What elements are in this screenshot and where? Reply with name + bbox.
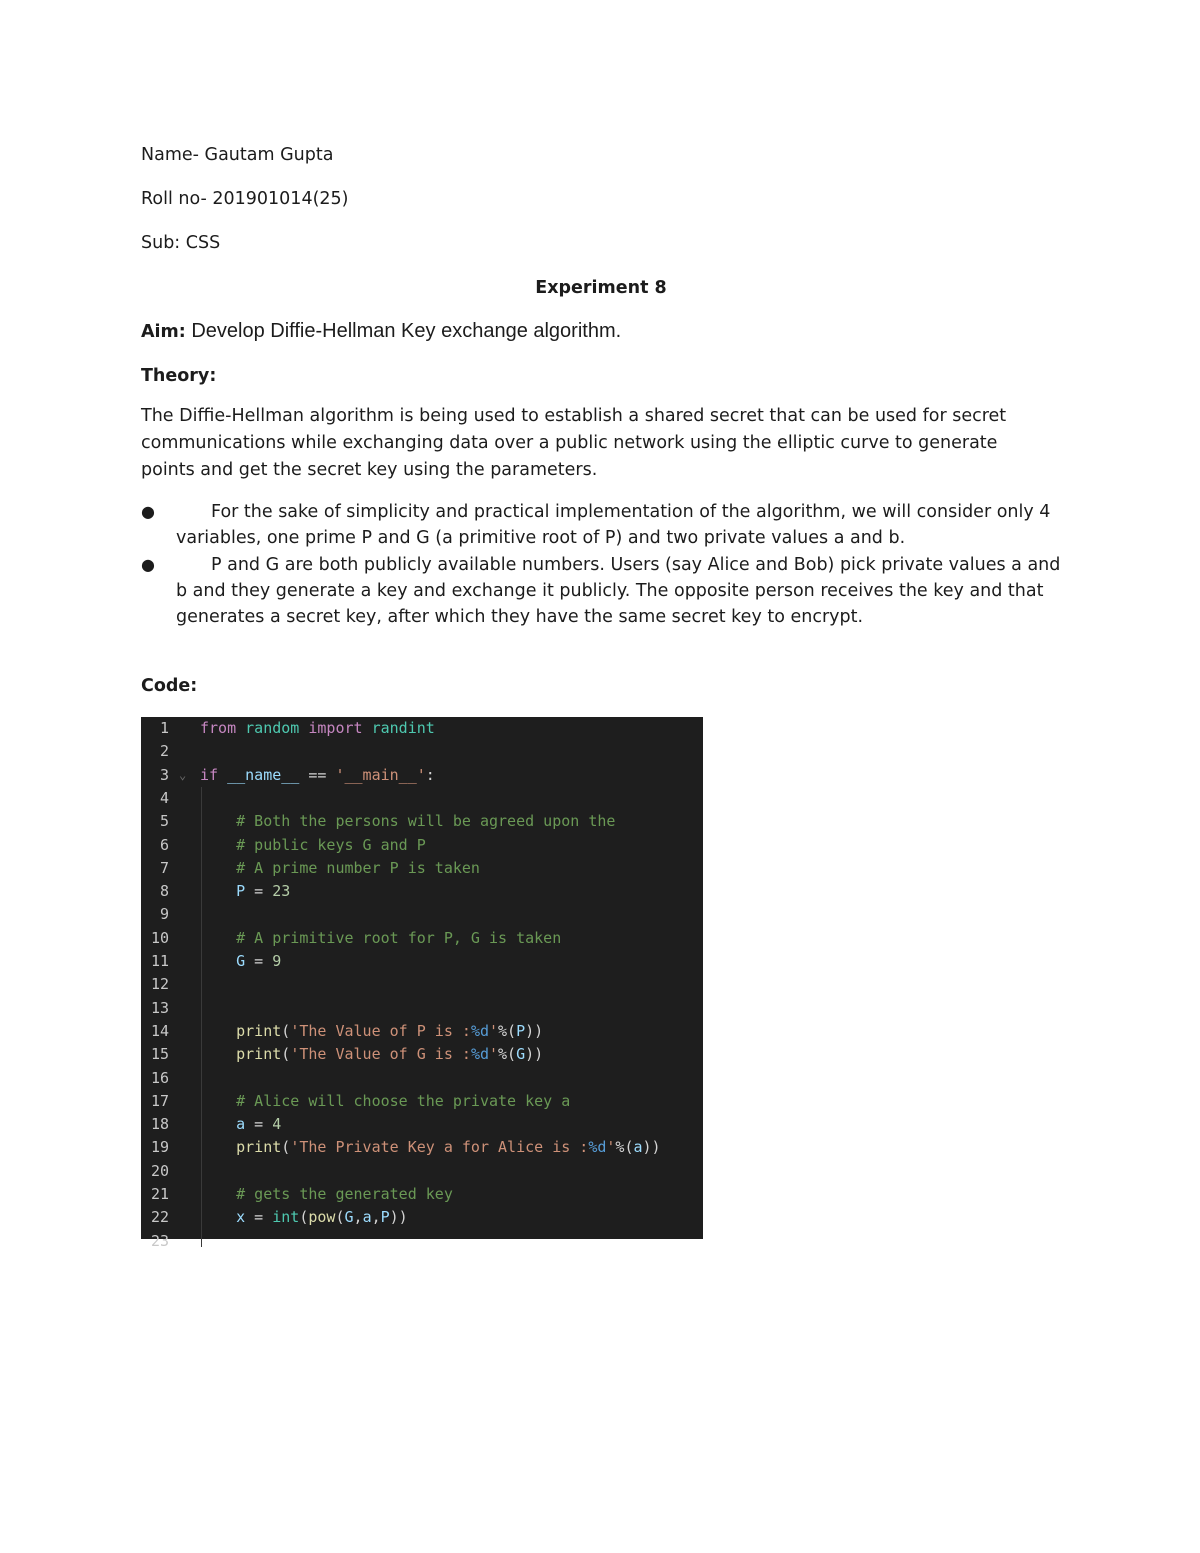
code-token: int xyxy=(272,1208,300,1227)
subject: Sub: CSS xyxy=(141,233,221,253)
code-token: P xyxy=(236,882,246,901)
code-text xyxy=(200,1090,570,1113)
code-text xyxy=(200,880,290,903)
line-number: 21 xyxy=(150,1185,169,1203)
line-number: 16 xyxy=(150,1068,169,1087)
code-token: 'The Private Key a for Alice is : xyxy=(290,1138,589,1157)
bullet-dot-icon: ● xyxy=(141,555,155,574)
code-token: == xyxy=(299,765,336,784)
line-number: 18 xyxy=(150,1115,169,1134)
line-number: 4 xyxy=(159,788,169,807)
line-number: 19 xyxy=(150,1138,169,1157)
fold-chevron-icon[interactable]: ⌄ xyxy=(179,767,187,782)
code-token xyxy=(200,1045,236,1063)
code-text xyxy=(200,1136,661,1159)
bullet-item xyxy=(141,552,1061,630)
code-token: 'The Value of G is : xyxy=(290,1045,471,1064)
code-token: 9 xyxy=(272,952,282,970)
code-line xyxy=(141,1160,703,1183)
theory-heading: Theory: xyxy=(141,366,217,386)
line-number: 12 xyxy=(150,975,169,994)
code-line xyxy=(141,1136,703,1159)
line-number: 8 xyxy=(159,882,169,901)
bullet-text: For the sake of simplicity and practical implementation of the algorithm, we will consider only 4 variables, one prime P and G (a primitive root of P) and two private values a and b. xyxy=(176,502,1051,548)
code-line xyxy=(141,927,703,950)
code-token xyxy=(200,1115,236,1133)
line-number: 13 xyxy=(150,998,169,1017)
code-token: # A prime number P is taken xyxy=(236,858,480,877)
code-token: x xyxy=(236,1208,246,1227)
code-token: print xyxy=(236,1045,282,1064)
code-line xyxy=(141,1183,703,1206)
roll-number: Roll no- 201901014(25) xyxy=(141,189,349,209)
bullet-item xyxy=(141,499,1061,551)
line-number: 23 xyxy=(150,1231,169,1250)
code-line xyxy=(141,764,703,787)
code-token: # A primitive root for P, G is taken xyxy=(236,928,562,947)
code-token: = xyxy=(245,1208,273,1227)
code-token: ( xyxy=(281,1138,291,1157)
code-token: randint xyxy=(371,719,435,737)
code-screenshot xyxy=(141,717,703,1250)
code-token: %( xyxy=(498,1021,517,1040)
code-token xyxy=(363,719,372,737)
line-number: 5 xyxy=(159,812,169,831)
code-text xyxy=(200,1206,408,1229)
line-number: 20 xyxy=(150,1161,169,1180)
line-number: 1 xyxy=(159,719,169,737)
code-line xyxy=(141,903,703,926)
student-name: Name- Gautam Gupta xyxy=(141,145,334,165)
experiment-title: Experiment 8 xyxy=(535,278,667,298)
line-number: 9 xyxy=(159,905,169,924)
code-token: ' xyxy=(606,1138,616,1157)
code-line xyxy=(141,973,703,996)
code-token: 4 xyxy=(272,1115,282,1134)
code-line xyxy=(141,997,703,1020)
code-token xyxy=(200,812,236,830)
code-token xyxy=(236,719,245,737)
line-number: 22 xyxy=(150,1208,169,1227)
code-line xyxy=(141,857,703,880)
line-number: 7 xyxy=(159,858,169,877)
code-token: = xyxy=(245,952,273,970)
code-line xyxy=(141,1043,703,1066)
code-text xyxy=(200,764,435,787)
code-token xyxy=(200,1138,236,1156)
code-line xyxy=(141,1090,703,1113)
code-token: %( xyxy=(498,1045,517,1064)
code-token: print xyxy=(236,1021,282,1040)
aim-text: Develop Diffie-Hellman Key exchange algorithm. xyxy=(185,320,622,342)
code-token: ' xyxy=(489,1021,499,1040)
line-number: 14 xyxy=(150,1021,169,1040)
aim xyxy=(141,320,621,343)
line-number: 15 xyxy=(150,1045,169,1064)
code-token: , xyxy=(353,1208,363,1227)
code-line xyxy=(141,950,703,973)
code-token: %d xyxy=(588,1138,607,1157)
code-token: , xyxy=(371,1208,381,1227)
code-token xyxy=(200,1185,236,1203)
code-text xyxy=(200,834,426,857)
code-token xyxy=(200,882,236,900)
code-text xyxy=(200,1020,543,1043)
code-line xyxy=(141,787,703,810)
code-token: # Alice will choose the private key a xyxy=(236,1091,571,1110)
code-token: %( xyxy=(615,1138,634,1157)
code-token: ( xyxy=(281,1021,291,1040)
code-token: # gets the generated key xyxy=(236,1185,453,1203)
code-line xyxy=(141,1230,703,1253)
code-line xyxy=(141,1067,703,1090)
code-token: pow xyxy=(308,1208,336,1227)
code-token xyxy=(200,1092,236,1110)
code-token: %d xyxy=(470,1021,489,1040)
code-token: a xyxy=(633,1138,643,1157)
code-token: )) xyxy=(642,1138,661,1157)
code-text xyxy=(200,857,480,880)
code-token xyxy=(218,766,227,784)
code-text xyxy=(200,717,435,740)
code-line xyxy=(141,880,703,903)
code-token xyxy=(200,859,236,877)
code-token: %d xyxy=(470,1045,489,1064)
code-token: ( xyxy=(281,1045,291,1064)
code-line xyxy=(141,1020,703,1043)
code-heading: Code: xyxy=(141,676,198,696)
code-token: random xyxy=(245,719,300,737)
code-token: )) xyxy=(525,1021,544,1040)
code-token: )) xyxy=(525,1045,544,1064)
code-token: : xyxy=(425,765,435,784)
code-line xyxy=(141,1206,703,1229)
line-number: 6 xyxy=(159,835,169,854)
code-token: G xyxy=(516,1045,526,1064)
code-token: P xyxy=(516,1021,526,1040)
code-text xyxy=(200,810,615,833)
code-token: ' xyxy=(489,1045,499,1064)
code-token: 23 xyxy=(272,882,291,901)
code-token xyxy=(200,929,236,947)
theory-paragraph: The Diffie-Hellman algorithm is being used to establish a shared secret that can be used for secret communications while exchanging data over a public network using the elliptic curve to generate points and get the secret key using the parameters. xyxy=(141,406,1007,480)
code-token: '__main__' xyxy=(335,765,426,784)
code-token: = xyxy=(245,882,273,901)
line-number: 3 xyxy=(159,765,169,784)
code-token: G xyxy=(344,1208,354,1227)
code-token: a xyxy=(236,1115,246,1134)
line-number: 10 xyxy=(150,928,169,947)
code-token xyxy=(200,1022,236,1040)
code-token: print xyxy=(236,1138,282,1157)
code-token: ( xyxy=(335,1208,345,1227)
code-token xyxy=(200,836,236,854)
code-token xyxy=(200,952,236,970)
code-token: if xyxy=(200,765,219,784)
aim-label: Aim: xyxy=(141,322,186,342)
code-token: __name__ xyxy=(227,765,300,784)
code-text xyxy=(200,1183,453,1206)
bullet-dot-icon: ● xyxy=(141,502,155,521)
code-token: = xyxy=(245,1115,273,1134)
line-number: 17 xyxy=(150,1091,169,1110)
code-line xyxy=(141,810,703,833)
code-text xyxy=(200,1113,281,1136)
code-token: # Both the persons will be agreed upon the xyxy=(236,812,616,831)
code-line xyxy=(141,717,703,740)
code-text xyxy=(200,950,281,973)
line-number: 2 xyxy=(159,742,169,761)
code-token: a xyxy=(362,1208,372,1227)
code-token: import xyxy=(308,719,363,737)
bullet-text: P and G are both publicly available numbers. Users (say Alice and Bob) pick private values a and b and they generate a key and exchange it publicly. The opposite person receives the key and that generates a secret key, after which they have the same secret key to encrypt. xyxy=(176,555,1061,627)
code-text xyxy=(200,1043,543,1066)
code-text xyxy=(200,927,561,950)
code-token: )) xyxy=(389,1208,408,1227)
code-line xyxy=(141,834,703,857)
code-token: G xyxy=(236,952,246,970)
code-token: # public keys G and P xyxy=(236,835,426,854)
code-token: ( xyxy=(299,1208,309,1227)
code-token: 'The Value of P is : xyxy=(290,1021,471,1040)
code-line xyxy=(141,740,703,763)
code-line xyxy=(141,1113,703,1136)
code-token xyxy=(200,1208,236,1226)
code-token: P xyxy=(380,1208,390,1227)
line-number: 11 xyxy=(150,952,169,970)
code-token: from xyxy=(200,719,237,737)
